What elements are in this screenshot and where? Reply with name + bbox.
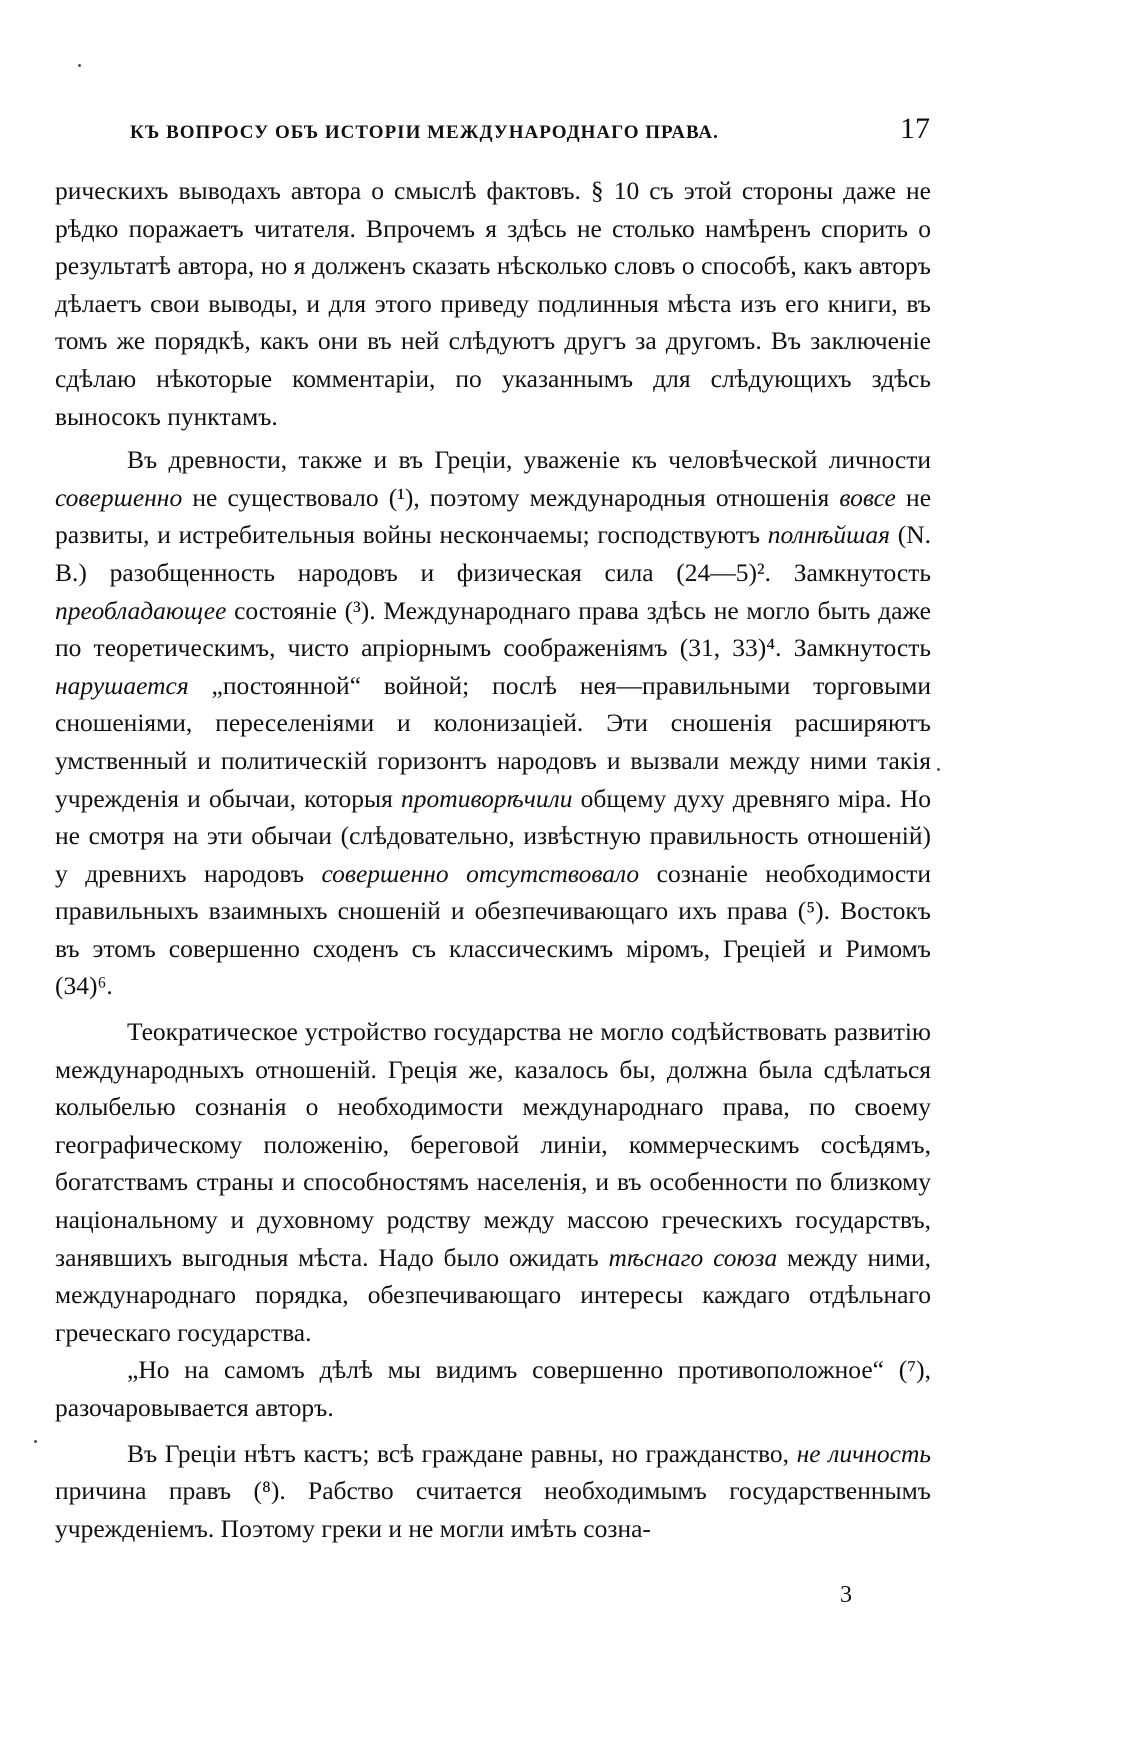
print-speck	[937, 768, 940, 771]
text-run: причина правъ (⁸). Рабство считается необходимымъ государственнымъ учрежденіемъ. Поэтому греки и не могли имѣть созна-	[55, 1476, 931, 1543]
text-run: состояніе (³). Международнаго права здѣсь не могло быть даже по теоретическимъ, чисто апріорнымъ соображеніямъ (31, 33)⁴. Замкнутость	[55, 595, 931, 663]
running-head: КЪ ВОПРОСУ ОБЪ ИСТОРІИ МЕЖДУНАРОДНАГО ПРАВА.	[130, 122, 719, 143]
paragraph	[55, 1013, 931, 1351]
paragraph	[55, 441, 931, 1005]
print-speck	[34, 1440, 37, 1443]
text-run: (N. B.) разобщенность народовъ и физическая сила (24—5)². Замкнутость	[55, 520, 931, 587]
text-run: Теократическое устройство государства не могло содѣйствовать развитію международныхъ отношеній. Греція же, казалось бы, должна была сдѣлаться колыбелью сознанія о необходимости международнаго права, по своему географическому положенію, береговой линіи, коммерческимъ сосѣдямъ, богатствамъ страны и способностямъ населенія, и въ особенности по близкому національному и духовному родству между массою греческихъ государствъ, занявшихъ выгодныя мѣста. Надо было ожидать	[55, 1017, 931, 1272]
page-header	[130, 112, 930, 152]
text-run: общему духу древняго міра. Но не смотря на эти обычаи (слѣдовательно, извѣстную правильность отношеній) у древнихъ народовъ	[55, 783, 931, 888]
emphasized-text: нарушается	[55, 670, 189, 700]
text-run: Въ Греціи нѣтъ кастъ; всѣ граждане равны, но гражданство,	[127, 1438, 797, 1468]
emphasized-text: противорѣчили	[401, 783, 573, 813]
text-run: сознаніе необходимости правильныхъ взаимныхъ сношеній и обезпечивающаго ихъ права (⁵). Востокъ въ этомъ совершенно сходенъ съ классическимъ міромъ, Греціей и Римомъ (34)⁶.	[55, 858, 931, 1001]
text-run: не существовало (¹), поэтому международныя отношенія	[182, 482, 840, 512]
paragraph	[55, 1351, 931, 1426]
emphasized-text: полнѣйшая	[767, 520, 890, 550]
paragraph	[55, 1435, 931, 1548]
signature-mark: 3	[840, 1582, 852, 1608]
text-run: не развиты, и истребительныя войны нескончаемы; господствуютъ	[55, 482, 932, 550]
emphasized-text: совершенно	[55, 482, 183, 512]
emphasized-text: преобладающее	[55, 595, 227, 625]
text-run: рическихъ выводахъ автора о смыслѣ фактовъ. § 10 съ этой стороны даже не рѣдко поражаетъ читателя. Впрочемъ я здѣсь не столько намѣренъ спорить о результатѣ автора, но я долженъ сказать нѣсколько словъ о способѣ, какъ авторъ дѣлаетъ свои выводы, и для этого приведу подлинныя мѣста изъ его книги, въ томъ же порядкѣ, какъ они въ ней слѣдуютъ другъ за другомъ. Въ заключеніе сдѣлаю нѣкоторые комментаріи, по указаннымъ для слѣдующихъ здѣсь выносокъ пунктамъ.	[55, 176, 931, 431]
emphasized-text: совершенно отсутствовало	[321, 858, 640, 888]
print-speck	[78, 64, 81, 67]
text-run: „Но на самомъ дѣлѣ мы видимъ совершенно противоположное“ (⁷), разочаровывается авторъ.	[55, 1355, 931, 1422]
text-run: Въ древности, также и въ Греціи, уваженіе къ человѣческой личности	[127, 445, 931, 475]
emphasized-text: вовсе	[839, 482, 896, 512]
text-run: „постоянной“ войной; послѣ нея—правильными торговыми сношеніями, переселеніями и колонизаціей. Эти сношенія расширяютъ умственный и политическій горизонтъ народовъ и вызвали между ними такія учрежденія и обычаи, которыя	[55, 670, 931, 813]
emphasized-text: тѣснаго союза	[608, 1242, 778, 1272]
page-number: 17	[900, 112, 930, 145]
body-text	[55, 172, 931, 1547]
paragraph	[55, 172, 931, 435]
emphasized-text: не личность	[796, 1438, 931, 1468]
text-run: между ними, международнаго порядка, обезпечивающаго интересы каждаго отдѣльнаго греческаго государства.	[55, 1242, 932, 1347]
